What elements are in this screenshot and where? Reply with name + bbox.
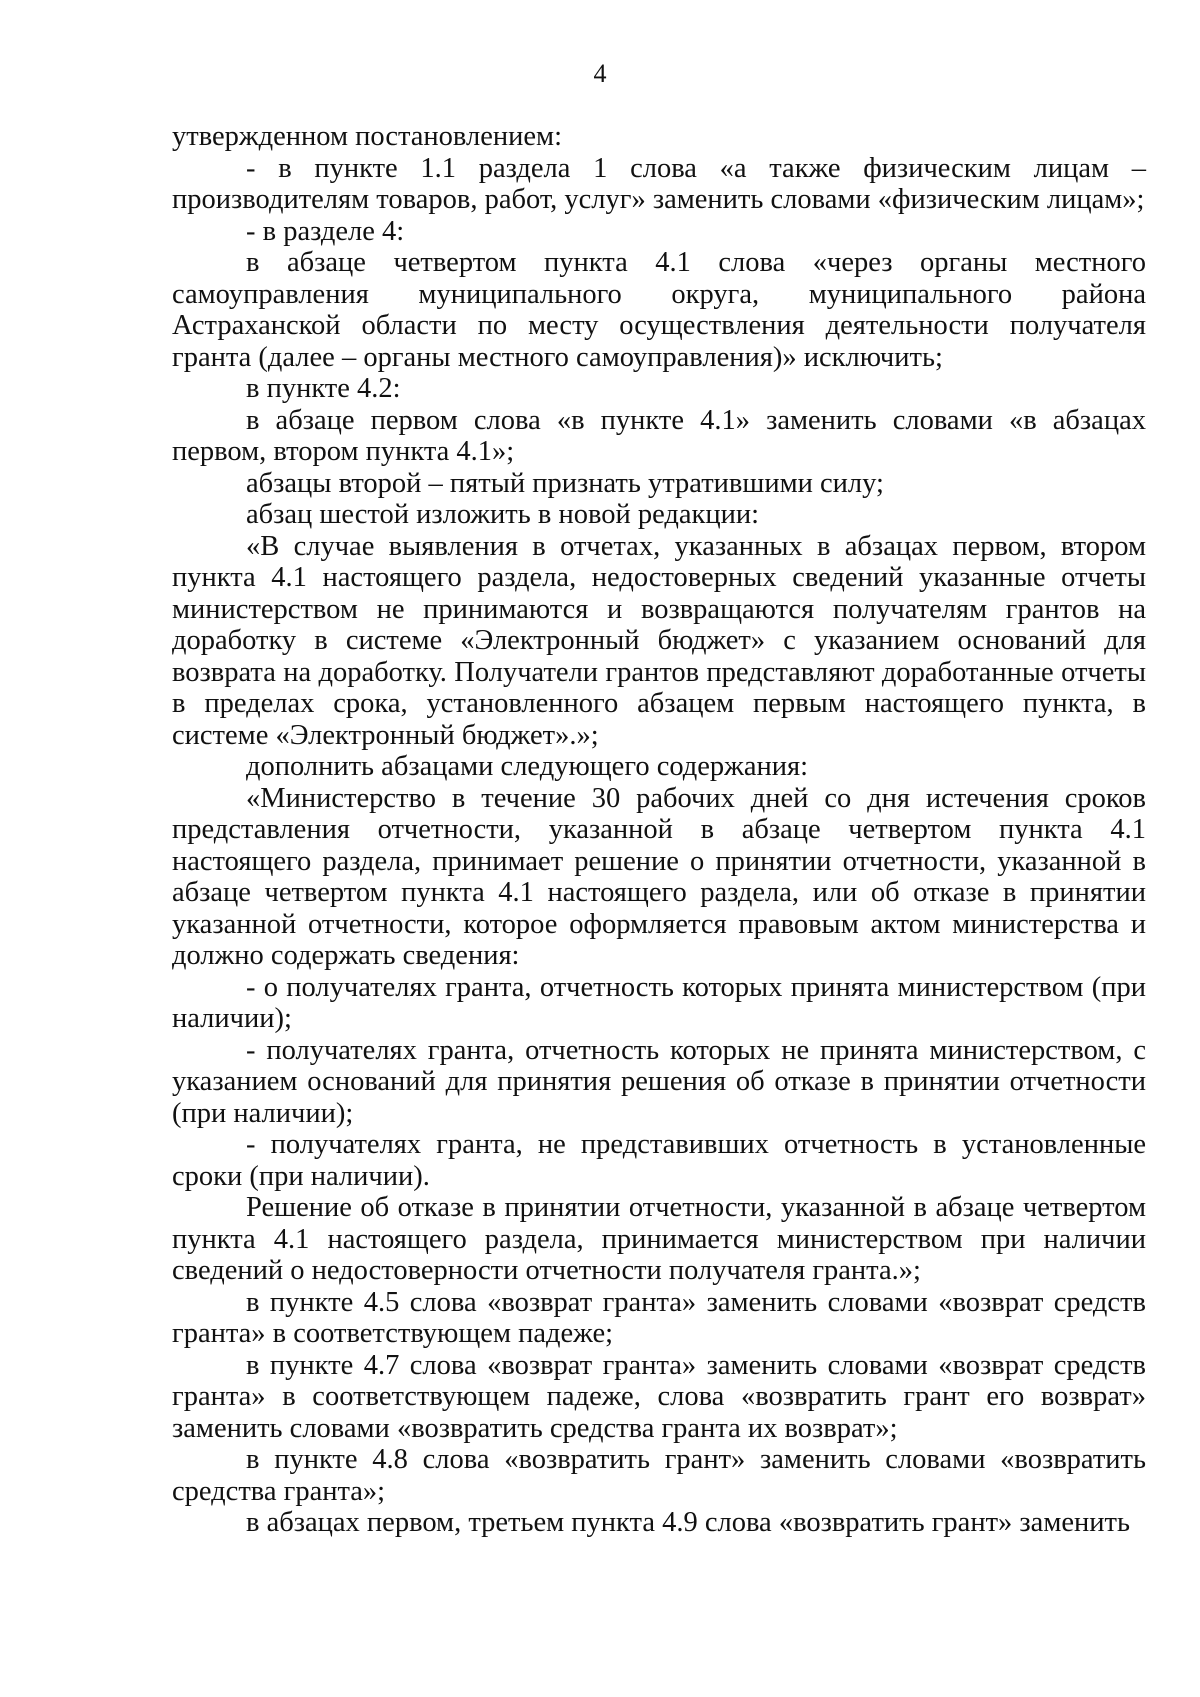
paragraph: в пункте 4.7 слова «возврат гранта» заменить словами «возврат средств гранта» в соответствующем падеже, слова «возвратить грант его возврат» заменить словами «возвратить средства гранта их возврат»; (172, 1349, 1146, 1444)
document-body (172, 121, 1146, 1539)
paragraph: в пункте 4.8 слова «возвратить грант» заменить словами «возвратить средства гранта»; (172, 1444, 1146, 1507)
paragraph: - в пункте 1.1 раздела 1 слова «а также физическим лицам – производителям товаров, работ, услуг» заменить словами «физическим лицам»; (172, 152, 1146, 215)
paragraph: в пункте 4.5 слова «возврат гранта» заменить словами «возврат средств гранта» в соответствующем падеже; (172, 1286, 1146, 1349)
paragraph: в пункте 4.2: (246, 373, 401, 404)
paragraph: в абзацах первом, третьем пункта 4.9 слова «возвратить грант» заменить (246, 1507, 1130, 1538)
page-number: 4 (593, 59, 607, 88)
paragraph: - о получателях гранта, отчетность которых принята министерством (при наличии); (172, 971, 1146, 1034)
paragraph: в абзаце четвертом пункта 4.1 слова «через органы местного самоуправления муниципального округа, муниципального района Астраханской области по месту осуществления деятельности получателя гранта (далее – органы местного самоуправления)» исключить; (172, 247, 1146, 373)
paragraph: абзац шестой изложить в новой редакции: (246, 499, 760, 530)
paragraph: - в разделе 4: (246, 215, 405, 247)
paragraph: дополнить абзацами следующего содержания: (246, 751, 809, 782)
paragraph: «Министерство в течение 30 рабочих дней со дня истечения сроков представления отчетности, указанной в абзаце четвертом пункта 4.1 настоящего раздела, принимает решение о принятии отчетности, указанной в абзаце четвертом пункта 4.1 настоящего раздела, или об отказе в принятии указанной отчетности, которое оформляется правовым актом министерства и должно содержать сведения: (172, 782, 1146, 971)
paragraph: «В случае выявления в отчетах, указанных в абзацах первом, втором пункта 4.1 настоящего раздела, недостоверных сведений указанные отчеты министерством не принимаются и возвращаются получателям грантов на доработку в системе «Электронный бюджет» с указанием оснований для возврата на доработку. Получатели грантов представляют доработанные отчеты в пределах срока, установленного абзацем первым настоящего пункта, в системе «Электронный бюджет».»; (172, 530, 1146, 751)
paragraph: Решение об отказе в принятии отчетности, указанной в абзаце четвертом пункта 4.1 настоящего раздела, принимается министерством при наличии сведений о недостоверности отчетности получателя гранта.»; (172, 1192, 1146, 1286)
paragraph: абзацы второй – пятый признать утратившими силу; (246, 467, 884, 499)
paragraph: утвержденном постановлением: (172, 121, 562, 152)
paragraph: - получателях гранта, не представивших отчетность в установленные сроки (при наличии). (172, 1129, 1146, 1192)
paragraph: - получателях гранта, отчетность которых не принята министерством, с указанием оснований для принятия решения об отказе в принятии отчетности (при наличии); (172, 1034, 1146, 1129)
paragraph: в абзаце первом слова «в пункте 4.1» заменить словами «в абзацах первом, втором пункта 4.1»; (172, 404, 1146, 467)
